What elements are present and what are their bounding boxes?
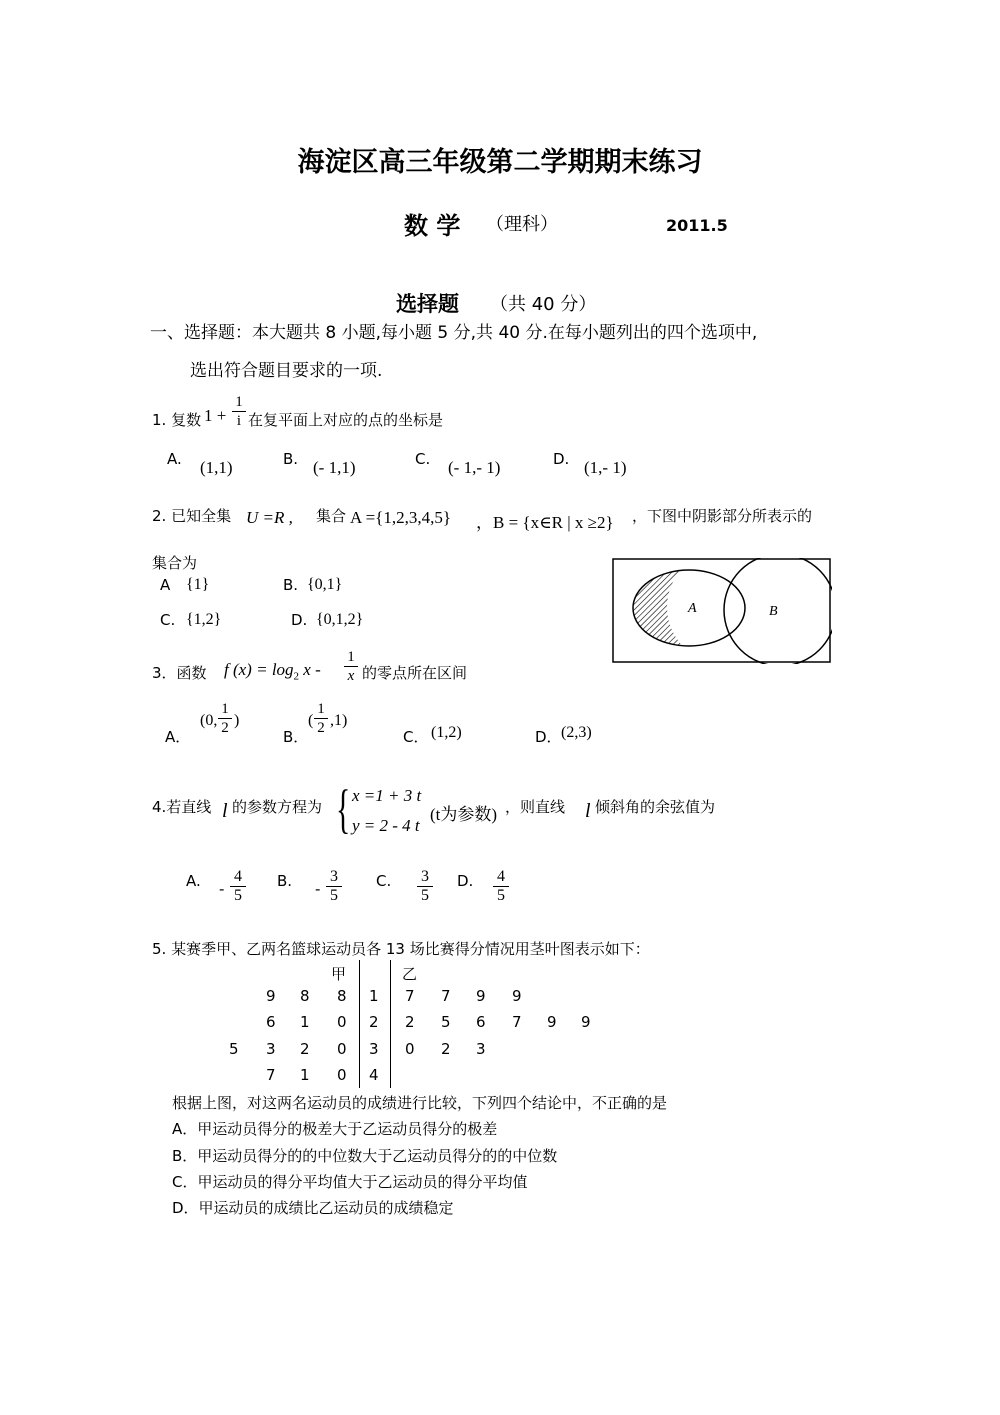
leaf-left: 7 xyxy=(266,1066,276,1084)
q2-suffix: ，下图中阴影部分所表示的 xyxy=(632,507,813,525)
q3-option-c-value: (1,2) xyxy=(431,724,462,741)
q4-mid: 的参数方程为 xyxy=(232,798,323,816)
q4-option-b-den: 5 xyxy=(330,887,338,904)
q4-after: ，则直线 xyxy=(505,798,566,816)
q5-question: 根据上图，对这两名运动员的成绩进行比较，下列四个结论中，不正确的是 xyxy=(172,1094,668,1112)
q3-option-b-den: 2 xyxy=(317,720,325,736)
q4-option-b-sign: - xyxy=(315,880,321,898)
q5-option-a: A．甲运动员得分的极差大于乙运动员得分的极差 xyxy=(172,1120,498,1138)
q1-option-b-label: B. xyxy=(283,450,299,468)
q3-option-a-num: 1 xyxy=(221,701,229,717)
leaf-left: 6 xyxy=(266,1013,276,1031)
leaf-left: 0 xyxy=(337,1040,347,1058)
leaf-left: 8 xyxy=(300,987,310,1005)
q1-expr: 1 + xyxy=(204,406,227,425)
q4-param: (t为参数) xyxy=(430,805,498,824)
q2-option-c-label: C. xyxy=(160,611,176,629)
q3-prefix: 3．函数 xyxy=(152,664,207,682)
q3-option-d-label: D． xyxy=(535,728,562,746)
leaf-left: 5 xyxy=(229,1040,239,1058)
q1-option-a-label: A. xyxy=(167,450,182,468)
q4-line-l2: l xyxy=(585,800,591,822)
q2-prefix: 2. 已知全集 xyxy=(152,507,232,525)
q4-suffix: 倾斜角的余弦值为 xyxy=(595,798,716,816)
q1-option-b-value: (- 1,1) xyxy=(313,458,356,477)
q3-option-a-den: 2 xyxy=(221,720,229,736)
q4-option-a-num: 4 xyxy=(234,868,242,885)
q4-option-c-num: 3 xyxy=(421,868,429,885)
q3-func-text: f (x) = log xyxy=(224,660,294,679)
q5-option-c: C．甲运动员的得分平均值大于乙运动员的得分平均值 xyxy=(172,1173,528,1191)
leaf-left: 9 xyxy=(266,987,276,1005)
q3-option-a-post: ) xyxy=(234,712,240,729)
q4-option-d-den: 5 xyxy=(497,887,505,904)
q5-text: 5. 某赛季甲、乙两名篮球运动员各 13 场比赛得分情况用茎叶图表示如下： xyxy=(152,940,650,958)
stem-divider-right xyxy=(390,960,391,1088)
q3-option-b-num: 1 xyxy=(317,701,325,717)
leaf-right: 7 xyxy=(512,1013,522,1031)
q4-option-a-den: 5 xyxy=(234,887,242,904)
stem: 1 xyxy=(369,987,379,1005)
set-b-label: B xyxy=(769,604,778,619)
q3-option-a-pre: (0, xyxy=(200,712,218,729)
q2-set-word: 集合 xyxy=(316,507,347,525)
q4-option-c-den: 5 xyxy=(421,887,429,904)
q3-frac-num: 1 xyxy=(347,649,355,665)
q1-option-a-value: (1,1) xyxy=(200,458,233,477)
brace-icon: { xyxy=(336,779,351,839)
q4-option-b-label: B. xyxy=(277,872,293,890)
q5-option-b: B．甲运动员得分的的中位数大于乙运动员得分的的中位数 xyxy=(172,1147,558,1165)
leaf-right: 9 xyxy=(547,1013,557,1031)
stem-leaf-head-right: 乙 xyxy=(402,965,418,983)
q4-option-a-sign: - xyxy=(219,880,225,898)
q3-option-d-value: (2,3) xyxy=(561,724,592,741)
leaf-left: 0 xyxy=(337,1066,347,1084)
q2-universe: U =R , xyxy=(246,508,293,527)
q4-line-l: l xyxy=(222,800,228,822)
instruction-line-2: 选出符合题目要求的一项. xyxy=(190,361,383,381)
q3-option-b-post: ,1) xyxy=(330,712,348,729)
q2-set-a: A ={1,2,3,4,5} xyxy=(350,508,451,527)
stem: 3 xyxy=(369,1040,379,1058)
set-a-label: A xyxy=(688,601,697,616)
q2-option-b-label: B. xyxy=(283,576,299,594)
q3-option-b-label: B． xyxy=(283,728,309,746)
leaf-right: 7 xyxy=(405,987,415,1005)
q2-option-a-value: {1} xyxy=(186,576,210,593)
leaf-left: 3 xyxy=(266,1040,276,1058)
leaf-right: 0 xyxy=(405,1040,415,1058)
leaf-right: 9 xyxy=(581,1013,591,1031)
q3-option-a-label: A． xyxy=(165,728,191,746)
leaf-left: 2 xyxy=(300,1040,310,1058)
leaf-right: 9 xyxy=(512,987,522,1005)
q2-option-c-value: {1,2} xyxy=(186,611,222,628)
q4-eq2: y = 2 - 4 t xyxy=(352,816,420,835)
leaf-left: 8 xyxy=(337,987,347,1005)
leaf-right: 6 xyxy=(476,1013,486,1031)
stem-divider-left xyxy=(359,960,360,1088)
leaf-right: 5 xyxy=(441,1013,451,1031)
q3-option-c-label: C． xyxy=(403,728,429,746)
leaf-left: 1 xyxy=(300,1066,310,1084)
q1-option-d-value: (1,- 1) xyxy=(584,458,627,477)
leaf-right: 7 xyxy=(441,987,451,1005)
leaf-right: 3 xyxy=(476,1040,486,1058)
q4-option-d-num: 4 xyxy=(497,868,505,885)
q1-option-c-label: C. xyxy=(415,450,431,468)
section-score: （共 40 分） xyxy=(490,294,597,315)
q3-option-b-pre: ( xyxy=(308,712,314,729)
subject-note: （理科） xyxy=(486,214,558,235)
leaf-left: 0 xyxy=(337,1013,347,1031)
q4-option-d-label: D. xyxy=(457,872,474,890)
q2-option-a-label: A xyxy=(160,576,171,594)
stem: 2 xyxy=(369,1013,379,1031)
q4-prefix: 4.若直线 xyxy=(152,798,212,816)
q1-option-d-label: D. xyxy=(553,450,570,468)
page-title: 海淀区高三年级第二学期期末练习 xyxy=(297,147,703,178)
leaf-right: 2 xyxy=(405,1013,415,1031)
q1-frac-num: 1 xyxy=(235,394,243,410)
q2-set-b: ，B = {x∈R | x ≥2} xyxy=(476,513,614,532)
q3-func-var: x - xyxy=(303,660,321,679)
q4-option-c-label: C. xyxy=(376,872,392,890)
q1-prefix: 1. 复数 xyxy=(152,411,202,429)
q4-option-b-num: 3 xyxy=(330,868,338,885)
q1-frac-den: i xyxy=(236,413,242,429)
instruction-line-1: 一、选择题：本大题共 8 小题,每小题 5 分,共 40 分.在每小题列出的四个选项中, xyxy=(150,323,758,343)
q3-suffix: 的零点所在区间 xyxy=(362,664,468,682)
q4-option-a-label: A. xyxy=(186,872,201,890)
q5-option-d: D．甲运动员的成绩比乙运动员的成绩稳定 xyxy=(172,1199,454,1217)
leaf-right: 2 xyxy=(441,1040,451,1058)
q2-option-d-value: {0,1,2} xyxy=(316,611,364,628)
leaf-left: 1 xyxy=(300,1013,310,1031)
q4-eq1: x =1 + 3 t xyxy=(352,786,422,805)
q2-line2: 集合为 xyxy=(152,554,198,572)
stem: 4 xyxy=(369,1066,379,1084)
exam-date: 2011.5 xyxy=(666,216,728,235)
q3-frac-den: x xyxy=(347,668,355,684)
q2-option-b-value: {0,1} xyxy=(307,576,343,593)
q1-option-c-value: (- 1,- 1) xyxy=(448,458,501,477)
q1-suffix: 在复平面上对应的点的坐标是 xyxy=(248,411,444,429)
section-heading: 选择题 xyxy=(396,292,459,316)
subject-label: 数 学 xyxy=(404,212,461,240)
q3-log-base: 2 xyxy=(293,670,300,683)
q2-option-d-label: D. xyxy=(291,611,308,629)
leaf-right: 9 xyxy=(476,987,486,1005)
stem-leaf-head-left: 甲 xyxy=(331,965,347,983)
